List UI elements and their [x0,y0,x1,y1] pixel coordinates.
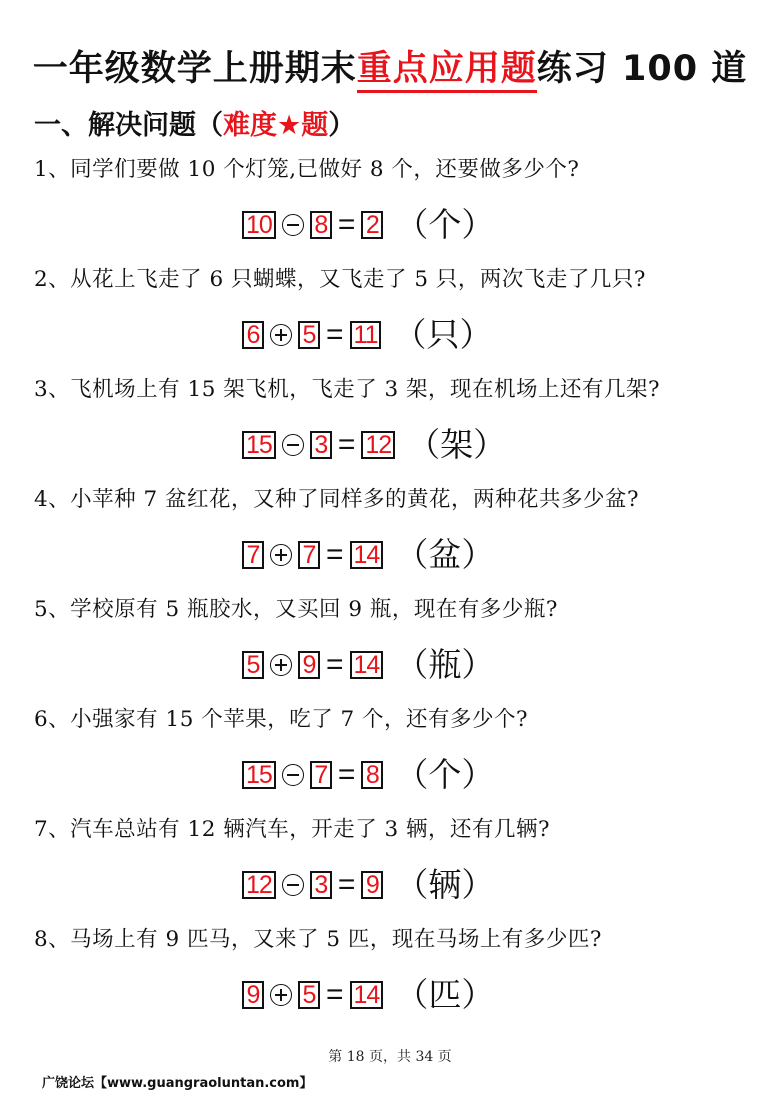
answer-equation [242,754,494,796]
title-highlight: 重点应用题 [357,48,537,93]
unit-label: （辆） [395,865,495,904]
unit-text: 只 [426,315,460,354]
operand-box: 7 [298,541,320,569]
operand-box: 10 [242,211,276,239]
unit-label: （盆） [395,535,495,574]
difficulty-label: 难度★题 [223,110,329,141]
title-suffix: 练习 100 道 [536,49,748,89]
operand-box: 9 [298,651,320,679]
section-suffix: ） [328,110,356,141]
problem-question: 8、马场上有 9 匹马，又来了 5 匹，现在马场上有多少匹? [34,927,602,952]
minus-sign-icon [282,434,304,456]
result-box: 2 [361,211,383,239]
operand-box: 5 [242,651,264,679]
problem-question: 1、同学们要做 10 个灯笼,已做好 8 个，还要做多少个? [34,157,580,182]
unit-label: （个） [395,755,495,794]
answer-equation [242,974,494,1016]
unit-label: （只） [393,315,493,354]
unit-text: 盆 [428,535,462,574]
problem-question: 2、从花上飞走了 6 只蝴蝶，又飞走了 5 只，两次飞走了几只? [34,267,646,292]
problem-question: 5、学校原有 5 瓶胶水，又买回 9 瓶，现在有多少瓶? [34,597,558,622]
equals-sign: = [337,208,356,241]
equals-sign: = [337,428,356,461]
operand-box: 3 [310,431,332,459]
answer-equation [242,314,492,356]
unit-text: 个 [428,755,462,794]
operand-box: 6 [242,321,264,349]
equals-sign: = [326,318,344,351]
problem-question: 4、小苹种 7 盆红花，又种了同样多的黄花，两种花共多少盆? [34,487,640,512]
unit-text: 瓶 [428,645,462,684]
minus-sign-icon [282,764,304,786]
minus-sign-icon [282,874,304,896]
operand-box: 15 [242,431,276,459]
equals-sign: = [326,978,344,1011]
unit-text: 架 [440,425,474,464]
unit-text: 辆 [428,865,462,904]
operand-box: 8 [310,211,332,239]
operand-box: 5 [298,981,320,1009]
plus-sign-icon [270,984,292,1006]
unit-text: 匹 [428,975,462,1014]
equals-sign: = [337,868,356,901]
section-prefix: 一、解决问题（ [34,110,223,141]
result-box: 11 [350,321,382,349]
answer-equation [242,644,494,686]
plus-sign-icon [270,544,292,566]
equals-sign: = [326,648,344,681]
result-box: 8 [361,761,383,789]
problem-question: 7、汽车总站有 12 辆汽车，开走了 3 辆，还有几辆? [34,817,551,842]
site-watermark: 广饶论坛【www.guangraoluntan.com】 [42,1076,313,1091]
unit-label: （个） [395,205,495,244]
section-heading [34,108,355,144]
problem-question: 3、飞机场上有 15 架飞机，飞走了 3 架，现在机场上还有几架? [34,377,661,402]
result-box: 9 [361,871,383,899]
plus-sign-icon [270,654,292,676]
problem-question: 6、小强家有 15 个苹果，吃了 7 个，还有多少个? [34,707,529,732]
result-box: 14 [350,541,384,569]
operand-box: 15 [242,761,276,789]
answer-equation [242,864,494,906]
equals-sign: = [337,758,356,791]
page-number: 第 18 页，共 34 页 [328,1049,452,1065]
title-prefix: 一年级数学上册期末 [32,49,357,89]
result-box: 12 [361,431,395,459]
answer-equation [242,204,494,246]
equals-sign: = [326,538,344,571]
result-box: 14 [350,651,384,679]
result-box: 14 [350,981,384,1009]
operand-box: 7 [242,541,264,569]
operand-box: 12 [242,871,276,899]
answer-equation [242,424,506,466]
minus-sign-icon [282,214,304,236]
page-title [0,44,780,94]
operand-box: 5 [298,321,320,349]
operand-box: 9 [242,981,264,1009]
unit-label: （匹） [395,975,495,1014]
answer-equation [242,534,494,576]
unit-text: 个 [428,205,462,244]
unit-label: （架） [407,425,507,464]
plus-sign-icon [270,324,292,346]
operand-box: 7 [310,761,332,789]
unit-label: （瓶） [395,645,495,684]
operand-box: 3 [310,871,332,899]
